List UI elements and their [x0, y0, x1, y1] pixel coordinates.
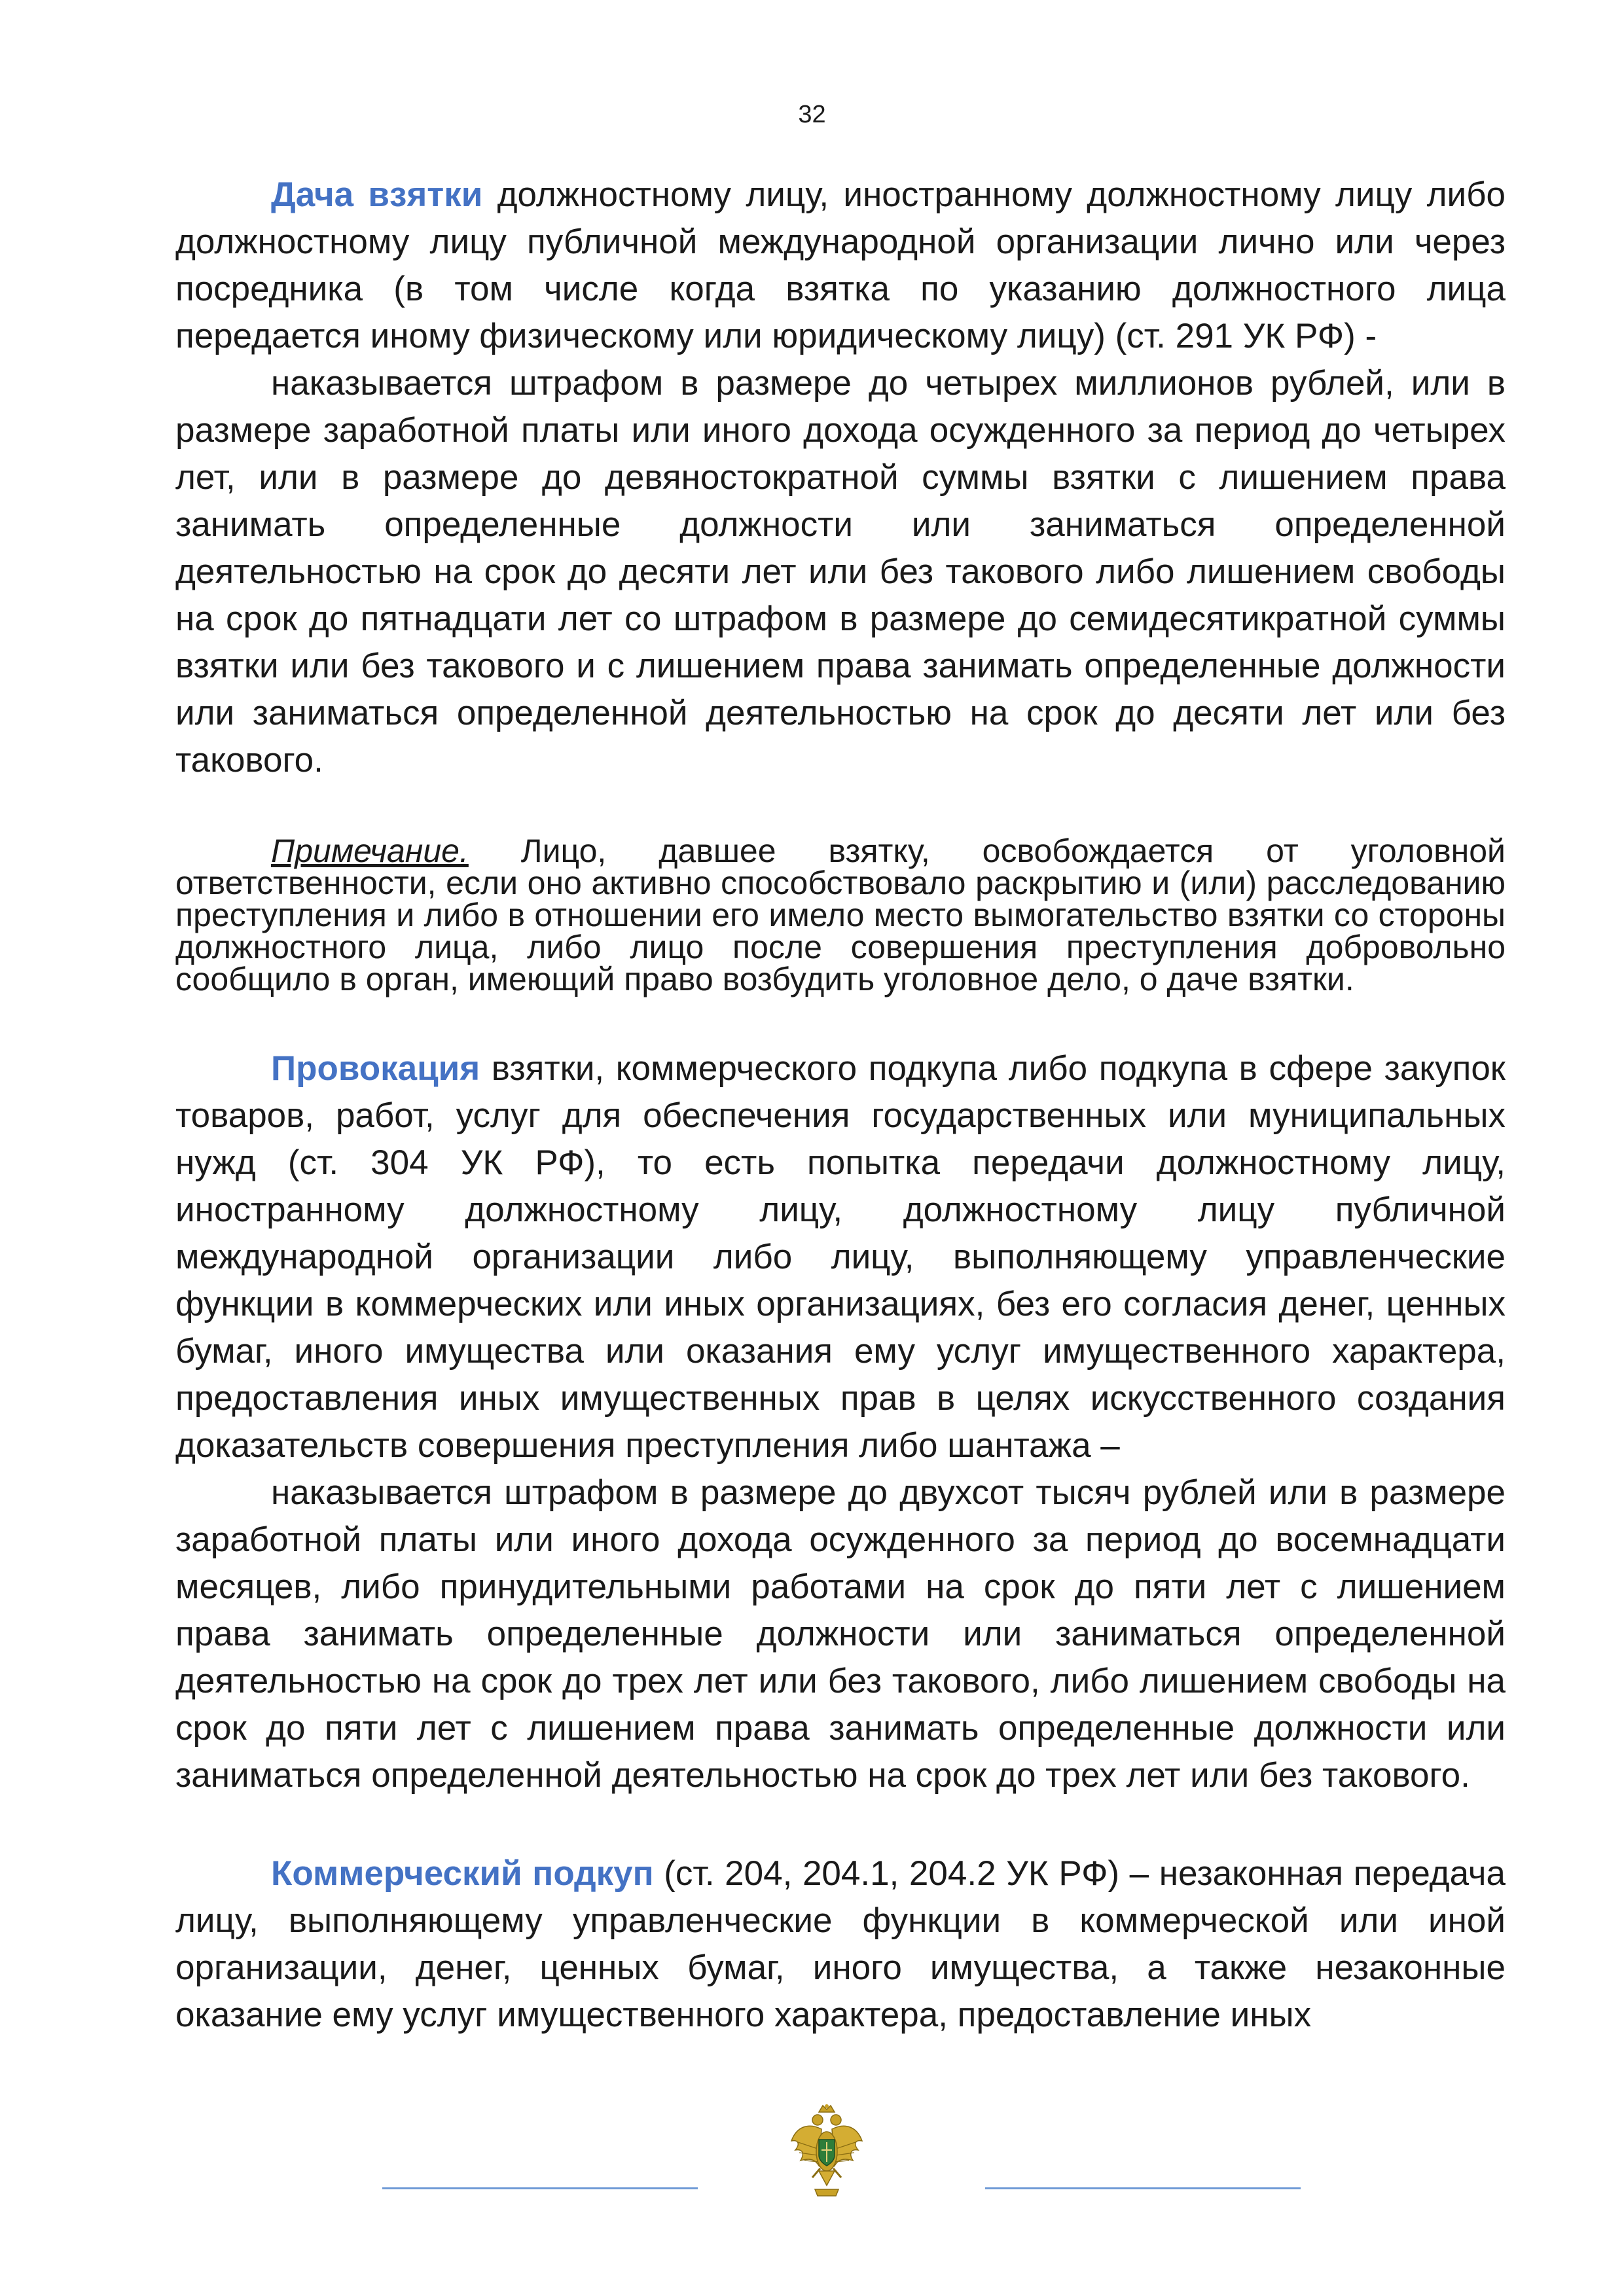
term-bribe-giving: Дача взятки: [271, 175, 483, 214]
page-number: 32: [798, 101, 826, 128]
spacer: [175, 1799, 1506, 1850]
paragraph-provocation: [175, 1045, 1506, 1469]
spacer: [175, 784, 1506, 835]
paragraph-text: взятки, коммерческого подкупа либо подкупа в сфере закупок товаров, работ, услуг для обеспечения государственных или муниципальных нужд (ст. 304 УК РФ), то есть попытка передачи должностному лицу, иностранному должностному лицу, должностному лицу публичной международной организации либо лицу, выполняющему управленческие функции в коммерческих или иных организациях, без его согласия денег, ценных бумаг, иного имущества или оказания ему услуг имущественного характера, предоставления иных имущественных прав в целях искусственного создания доказательств совершения преступления либо шантажа –: [175, 1049, 1506, 1465]
footer-divider-left: [382, 2187, 698, 2189]
term-provocation: Провокация: [271, 1049, 480, 1088]
prosecutor-emblem-icon: [789, 2103, 865, 2201]
page-body: [175, 171, 1506, 2039]
paragraph-commercial-bribery: [175, 1850, 1506, 2039]
term-commercial-bribery: Коммерческий подкуп: [271, 1854, 654, 1893]
note-text: Лицо, давшее взятку, освобождается от уголовной ответственности, если оно активно способствовало раскрытию и (или) расследованию преступления и либо в отношении его имело место вымогательство взятки со стороны должностного лица, либо лицо после совершения преступления добровольно сообщило в орган, имеющий право возбудить уголовное дело, о даче взятки.: [175, 833, 1506, 997]
note-paragraph: [175, 835, 1506, 996]
paragraph-bribe-giving: [175, 171, 1506, 360]
spacer: [175, 996, 1506, 1045]
paragraph-penalty-bribe-giving: наказывается штрафом в размере до четырех миллионов рублей, или в размере заработной платы или иного дохода осужденного за период до четырех лет, или в размере до девяностократной суммы взятки с лишением права занимать определенные должности или заниматься определенной деятельностью на срок до десяти лет или без такового либо лишением свободы на срок до пятнадцати лет со штрафом в размере до семидесятикратной суммы взятки или без такового и с лишением права занимать определенные должности или заниматься определенной деятельностью на срок до десяти лет или без такового.: [175, 364, 1506, 780]
paragraph-penalty-provocation: наказывается штрафом в размере до двухсот тысяч рублей или в размере заработной платы или иного дохода осужденного за период до восемнадцати месяцев, либо принудительными работами на срок до пяти лет с лишением права занимать определенные должности или заниматься определенной деятельностью на срок до трех лет или без такового, либо лишением свободы на срок до пяти лет с лишением права занимать определенные должности или заниматься определенной деятельностью на срок до трех лет или без такового.: [175, 1473, 1506, 1795]
footer-divider-right: [985, 2187, 1301, 2189]
note-label: Примечание.: [271, 833, 469, 869]
paragraph-text: (ст. 204, 204.1, 204.2 УК РФ) – незаконная передача лицу, выполняющему управленческие функции в коммерческой или иной организации, денег, ценных бумаг, иного имущества, а также незаконные оказание ему услуг имущественного характера, предоставление иных: [175, 1854, 1506, 2034]
paragraph-text: должностному лицу, иностранному должностному лицу либо должностному лицу публичной международной организации лично или через посредника (в том числе когда взятка по указанию должностного лица передается иному физическому или юридическому лицу) (ст. 291 УК РФ) -: [175, 175, 1506, 355]
